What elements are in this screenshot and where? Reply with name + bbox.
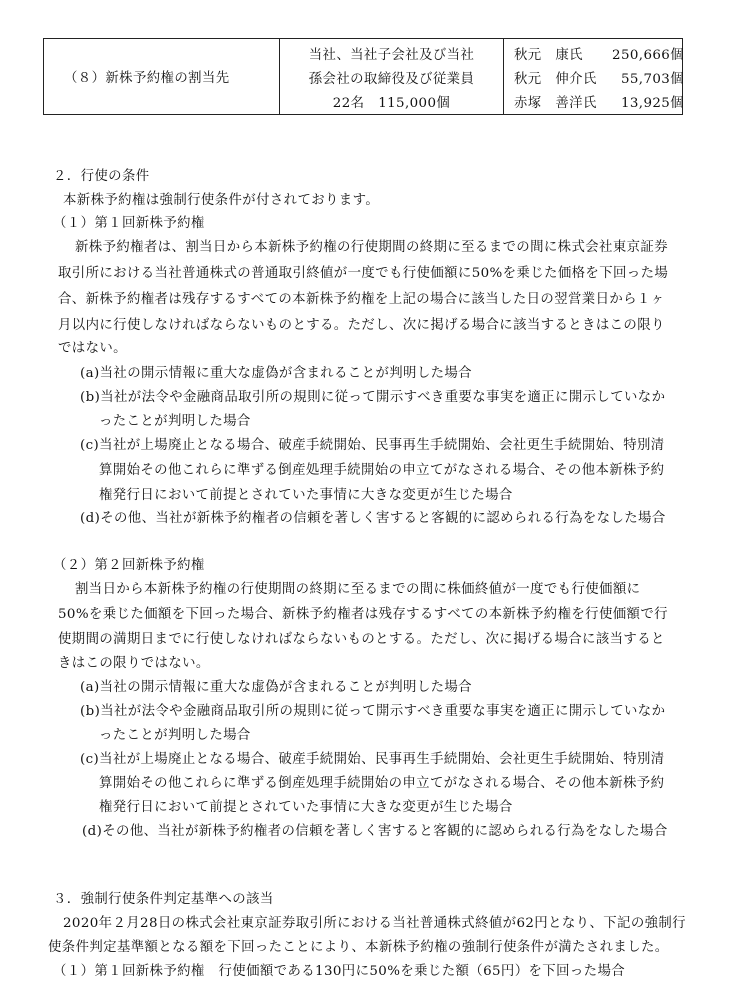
condition-item: (d)その他、当社が新株予約権者の信頼を著しく害すると客観的に認められる行為をなした場合 <box>80 511 666 526</box>
body-line: 割当日から本新株予約権の行使期間の終期に至るまでの間に株価終値が一度でも行使価額に <box>75 582 641 597</box>
body-line: 50%を乗じた価額を下回った場合、新株予約権者は残存するすべての本新株予約権を行使価額で行 <box>58 607 668 622</box>
body-line: 月以内に行使しなければならないものとする。ただし、次に掲げる場合に該当するときはこの限り <box>58 318 665 333</box>
section-heading: ３．強制行使条件判定基準への該当 <box>53 892 274 907</box>
allocation-target-line: 22名 115,000個 <box>332 96 451 111</box>
condition-item-cont: 権発行日において前提とされていた事情に大きな変更が生じた場合 <box>99 488 513 503</box>
section-intro: 本新株予約権は強制行使条件が付されております。 <box>63 193 380 208</box>
allocation-label-cell <box>44 39 280 114</box>
condition-item-cont: 権発行日において前提とされていた事情に大きな変更が生じた場合 <box>99 800 513 815</box>
allocation-target-line: 孫会社の取締役及び従業員 <box>308 72 475 87</box>
condition-item: (a)当社の開示情報に重大な虚偽が含まれることが判明した場合 <box>80 680 472 695</box>
holder-name: 秋元 康氏 <box>514 48 583 63</box>
condition-item: (a)当社の開示情報に重大な虚偽が含まれることが判明した場合 <box>80 366 472 381</box>
condition-item-cont: ったことが判明した場合 <box>99 414 251 429</box>
allocation-holders-cell <box>504 39 682 114</box>
body-line: きはこの限りではない。 <box>58 656 210 671</box>
allocation-table <box>43 38 683 115</box>
condition-item-cont: 算開始その他これらに準ずる倒産処理手続開始の申立てがなされる場合、その他本新株予約 <box>99 463 665 478</box>
condition-item: (c)当社が上場廃止となる場合、破産手続開始、民事再生手続開始、会社更生手続開始、特別清 <box>80 752 665 767</box>
subsection-title: （２）第２回新株予約権 <box>53 558 205 573</box>
condition-item-cont: ったことが判明した場合 <box>99 728 251 743</box>
body-line: 取引所における当社普通株式の普通取引終値が一度でも行使価額に50%を乗じた価格を下回った場 <box>58 266 669 281</box>
condition-item: (b)当社が法令や金融商品取引所の規則に従って開示すべき重要な事実を適正に開示していなか <box>80 390 666 405</box>
body-line: 合、新株予約権者は残存するすべての本新株予約権を上記の場合に該当した日の翌営業日から１ヶ <box>58 292 665 307</box>
body-line: 使条件判定基準額となる額を下回ったことにより、本新株予約権の強制行使条件が満たされました。 <box>48 940 669 955</box>
condition-item: (c)当社が上場廃止となる場合、破産手続開始、民事再生手続開始、会社更生手続開始、特別清 <box>80 438 665 453</box>
body-line: 2020年２月28日の株式会社東京証券取引所における当社普通株式終値が62円となり、下記の強制行 <box>63 916 686 931</box>
holder-shares: 13,925個 <box>620 96 684 111</box>
section-heading: ２．行使の条件 <box>53 169 150 184</box>
body-line: 使期間の満期日までに行使しなければならないものとする。ただし、次に掲げる場合に該当すると <box>58 632 665 647</box>
subsection-title: （１）第１回新株予約権 <box>53 216 205 231</box>
condition-item: (b)当社が法令や金融商品取引所の規則に従って開示すべき重要な事実を適正に開示していなか <box>80 704 666 719</box>
subsection-title: （１）第１回新株予約権 行使価額である130円に50%を乗じた額（65円）を下回った場合 <box>53 964 626 979</box>
allocation-target-cell <box>280 39 504 114</box>
holder-shares: 250,666個 <box>612 48 684 63</box>
allocation-target-line: 当社、当社子会社及び当社 <box>308 48 475 63</box>
condition-item: (d)その他、当社が新株予約権者の信頼を著しく害すると客観的に認められる行為をなした場合 <box>82 824 668 839</box>
body-line: 新株予約権者は、割当日から本新株予約権の行使期間の終期に至るまでの間に株式会社東京証券 <box>75 240 668 255</box>
holder-name: 赤塚 善洋氏 <box>514 96 597 111</box>
condition-item-cont: 算開始その他これらに準ずる倒産処理手続開始の申立てがなされる場合、その他本新株予約 <box>99 776 665 791</box>
allocation-label: （８）新株予約権の割当先 <box>64 71 230 86</box>
body-line: ではない。 <box>58 341 127 356</box>
holder-name: 秋元 伸介氏 <box>514 72 597 87</box>
holder-shares: 55,703個 <box>620 72 684 87</box>
